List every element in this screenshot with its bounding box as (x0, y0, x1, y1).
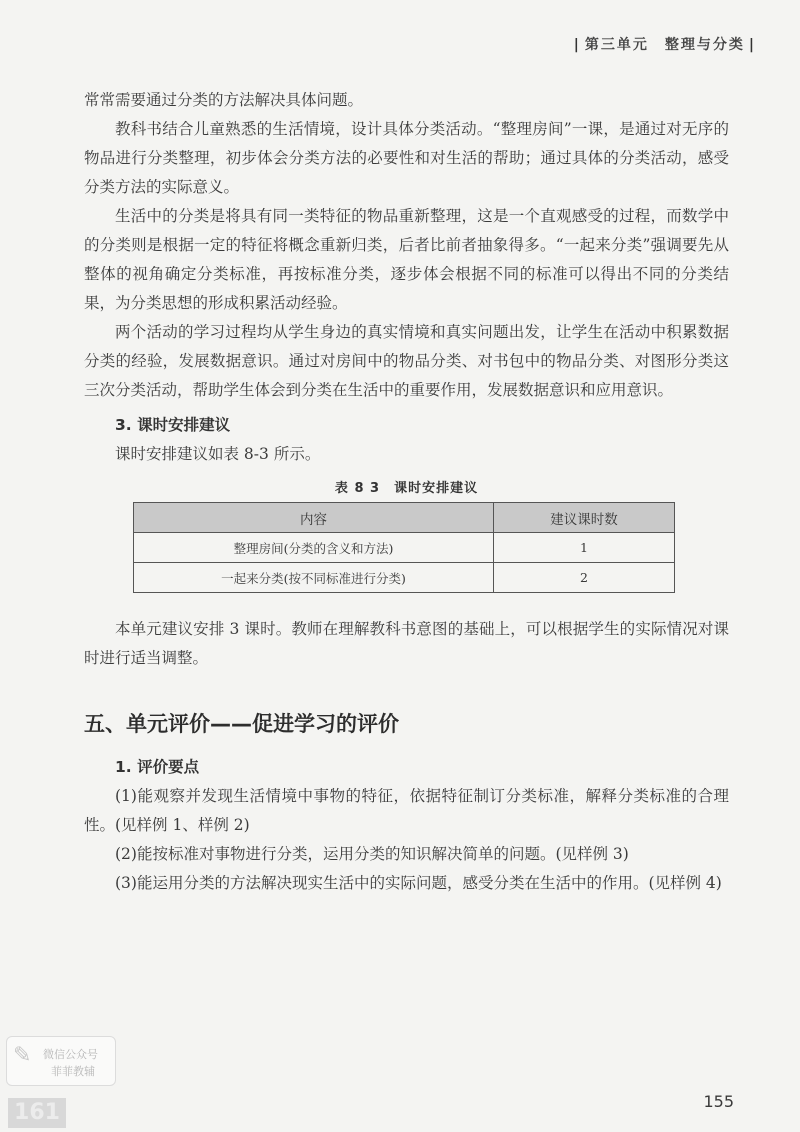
table-header-cell: 建议课时数 (494, 503, 675, 533)
table-cell: 2 (494, 563, 675, 593)
table-row (134, 533, 675, 563)
paragraph: 常常需要通过分类的方法解决具体问题。 (84, 91, 364, 109)
section-heading-lesson-plan: 3. 课时安排建议 (115, 416, 231, 434)
section-title-unit-evaluation: 五、单元评价——促进学习的评价 (84, 712, 399, 736)
watermark-line1: 微信公众号 (43, 1048, 98, 1061)
wechat-watermark (6, 1036, 116, 1086)
table-cell: 一起来分类(按不同标准进行分类) (134, 563, 494, 593)
evaluation-point: (2)能按标准对事物进行分类，运用分类的知识解决简单的问题。(见样例 3) (115, 845, 629, 863)
table-caption: 表 8 3 课时安排建议 (334, 481, 479, 496)
page-content (84, 86, 729, 898)
header-chapter-title: 第三单元 整理与分类 (584, 37, 745, 53)
paragraph: 本单元建议安排 3 课时。教师在理解教科书意图的基础上，可以根据学生的实际情况对课时进行适当调整。 (84, 620, 729, 667)
table-cell: 1 (494, 533, 675, 563)
table-intro: 课时安排建议如表 8-3 所示。 (115, 445, 321, 463)
watermark-line2: 菲菲教辅 (51, 1065, 95, 1078)
paragraph: 生活中的分类是将具有同一类特征的物品重新整理，这是一个直观感受的过程，而数学中的分类则是根据一定的特征将概念重新归类，后者比前者抽象得多。“一起来分类”强调要先从整体的视角确定分类标准，再按标准分类，逐步体会根据不同的标准可以得出不同的分类结果，为分类思想的形成积累活动经验。 (84, 207, 729, 312)
table-cell: 整理房间(分类的含义和方法) (134, 533, 494, 563)
evaluation-point: (3)能运用分类的方法解决现实生活中的实际问题，感受分类在生活中的作用。(见样例 4) (115, 874, 722, 892)
paragraph: 教科书结合儿童熟悉的生活情境，设计具体分类活动。“整理房间”一课，是通过对无序的物品进行分类整理，初步体会分类方法的必要性和对生活的帮助；通过具体的分类活动，感受分类方法的实际意义。 (84, 120, 729, 196)
paragraph: 两个活动的学习过程均从学生身边的真实情境和真实问题出发，让学生在活动中积累数据分类的经验，发展数据意识。通过对房间中的物品分类、对书包中的物品分类、对图形分类这三次分类活动，帮助学生体会到分类在生活中的重要作用，发展数据意识和应用意识。 (84, 323, 729, 399)
scan-page-tab: 161 (8, 1098, 66, 1128)
pen-icon: ✎ (13, 1043, 32, 1068)
page-number: 155 (703, 1092, 734, 1111)
table-header-row (134, 503, 675, 533)
header-left-bar: | (573, 37, 581, 53)
sub-heading-evaluation-points: 1. 评价要点 (115, 758, 200, 776)
table-row (134, 563, 675, 593)
table-header-cell: 内容 (134, 503, 494, 533)
evaluation-point: (1)能观察并发现生活情境中事物的特征，依据特征制订分类标准，解释分类标准的合理性。(见样例 1、样例 2) (84, 787, 729, 834)
running-header (570, 34, 760, 54)
header-right-bar: | (748, 37, 756, 53)
lesson-plan-table (133, 502, 675, 593)
